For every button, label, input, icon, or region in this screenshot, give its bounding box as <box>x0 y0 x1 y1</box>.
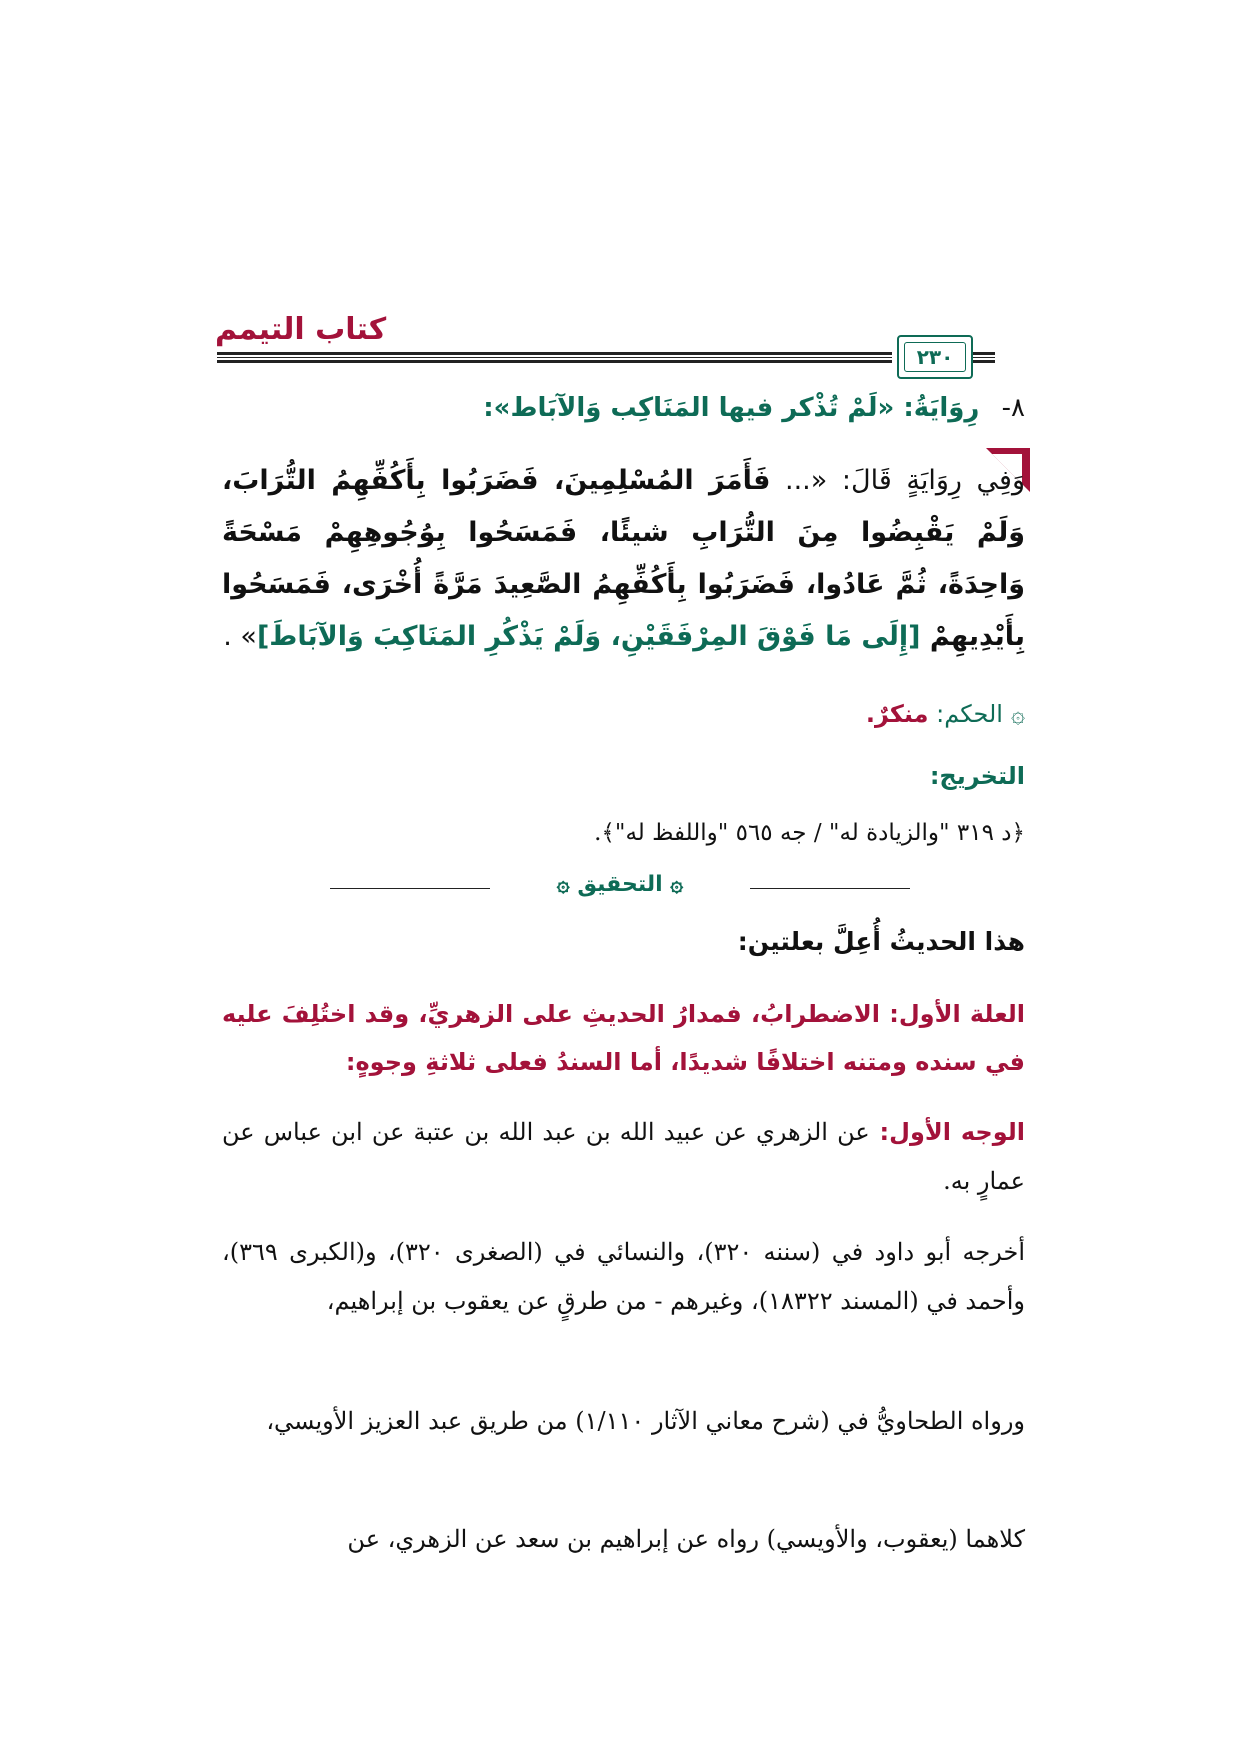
paragraph: ورواه الطحاويُّ في (شرح معاني الآثار ١/١١٠) من طريق عبد العزيز الأويسي، <box>266 1407 1025 1435</box>
section-divider <box>330 872 910 898</box>
first-aspect-paragraph <box>222 1108 1025 1206</box>
quote-text: فَأَمَرَ المُسْلِمِينَ، فَضَرَبُوا بِأَكُفِّهِمُ التُّرَابَ، وَلَمْ يَقْبِضُوا مِنَ التُّرَابِ شيئًا، فَمَسَحُوا بِوُجُوهِهِمْ مَسْحَةً وَاحِدَةً، ثُمَّ عَادُوا، فَضَرَبُوا بِأَكُفِّهِمُ الصَّعِيدَ مَرَّةً أُخْرَى، فَمَسَحُوا بِأَيْدِيهِمْ <box>222 465 1025 652</box>
hadith-quote <box>222 455 1025 663</box>
paragraph: أخرجه أبو داود في (سننه ٣٢٠)، والنسائي في (الصغرى ٣٢٠)، و(الكبرى ٣٦٩)، وأحمد في (المسند ١٨٣٢٢)، وغيرهم - من طرقٍ عن يعقوب بن إبراهيم، <box>222 1238 1025 1315</box>
first-aspect-label: الوجه الأول: <box>869 1118 1025 1146</box>
divider-line-right <box>750 888 910 889</box>
divider-title: ۞ التحقيق ۞ <box>556 872 684 897</box>
quote-closing: » . <box>223 621 257 652</box>
takhrij-reference: ﴿د ٣١٩ "والزيادة له" / جه ٥٦٥ "واللفظ له"﴾. <box>594 820 1025 846</box>
first-defect-paragraph: العلة الأول: الاضطرابُ، فمدارُ الحديثِ على الزهريِّ، وقد اختُلِفَ عليه في سنده ومتنه اختلافًا شديدًا، أما السندُ فعلى ثلاثةِ وجوهٍ: <box>222 1000 1025 1076</box>
quote-addition: [إِلَى مَا فَوْقَ المِرْفَقَيْنِ، وَلَمْ يَذْكُرِ المَنَاكِبَ وَالآبَاطَ] <box>256 621 921 652</box>
rosette-icon: ۞ <box>1010 700 1025 728</box>
tahqiq-intro: هذا الحديثُ أُعِلَّ بعلتين: <box>737 927 1025 956</box>
book-title: كتاب التيمم <box>215 312 387 347</box>
paragraph: كلاهما (يعقوب، والأويسي) رواه عن إبراهيم بن سعد عن الزهري، عن <box>347 1525 1025 1553</box>
verdict-line <box>866 700 1025 728</box>
page-number: ٢٣٠ <box>904 342 966 372</box>
quote-intro: وَفِي رِوَايَةٍ قَالَ: «... <box>770 465 1026 496</box>
takhrij-label: التخريج: <box>929 762 1025 790</box>
divider-line-left <box>330 888 490 889</box>
page-number-frame <box>897 335 973 379</box>
first-aspect-text: عن الزهري عن عبيد الله بن عبد الله بن عتبة عن ابن عباس عن عمارٍ به. <box>222 1118 1025 1195</box>
verdict-value: منكرٌ. <box>865 700 929 728</box>
section-title: رِوَايَةُ: «لَمْ تُذْكر فيها المَنَاكِب وَالآبَاط»: <box>483 393 980 423</box>
section-number: ٨- <box>1001 393 1025 423</box>
section-heading <box>483 393 1025 423</box>
verdict-label: الحكم: <box>928 700 1003 728</box>
